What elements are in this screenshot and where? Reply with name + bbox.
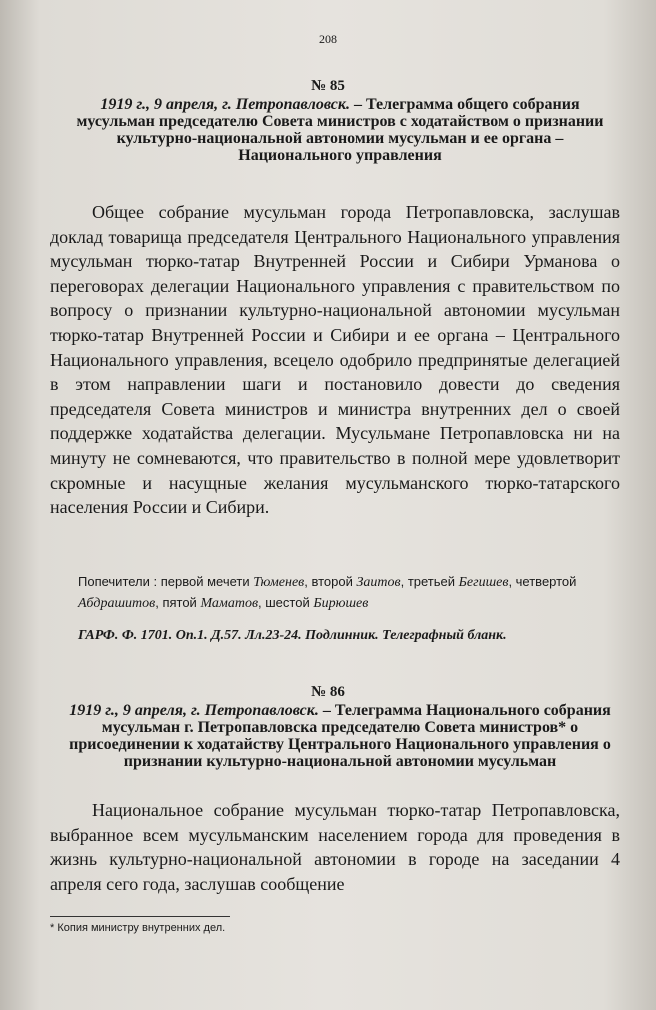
document-heading-85	[60, 96, 620, 164]
signer-4-name: Абдрашитов	[78, 596, 156, 611]
signer-1-name: Тюменев	[253, 575, 305, 590]
signer-3-name: Бегишев	[458, 575, 509, 590]
signer-4-prefix: , четвертой	[508, 574, 577, 589]
footnote: * Копия министру внутренних дел.	[50, 922, 226, 934]
heading-title-86: – Телеграмма Национального собрания мусульман г. Петропавловска председателю Совета министров* о присоединении к ходатайству Центрального Национального управления о признании культурно-национальной автономии мусульман	[69, 702, 611, 770]
document-number-86: № 86	[311, 684, 345, 700]
document-heading-86	[60, 702, 620, 770]
signer-2-name: Заитов	[356, 575, 401, 590]
signer-6-prefix: , шестой	[258, 595, 314, 610]
heading-title-85: – Телеграмма общего собрания мусульман председателю Совета министров с ходатайством о признании культурно-национальной автономии мусульман и ее органа – Национального управления	[76, 96, 604, 164]
signatories	[78, 572, 618, 614]
document-number-85: № 85	[311, 78, 345, 94]
signer-6-name: Бирюшев	[313, 596, 369, 611]
document-body-85: Общее собрание мусульман города Петропавловска, заслушав доклад товарища председателя Центрального Национального управления мусульман тюрко-татар Внутренней России и Сибири Урманова о переговорах делегации Национального управления с правительством по вопросу о признании культурно-национальной автономии мусульман тюрко-татар Внутренней России и Сибири и ее органа – Центрального Национального управления, всецело одобрило предпринятые делегацией в этом направлении шаги и постановило довести до сведения председателя Совета министров и министра внутренних дел о своей поддержке ходатайства делегации. Мусульмане Петропавловска ни на минуту не сомневаются, что правительство в полной мере удовлетворит скромные и насущные желания мусульманского тюрко-татарского населения России и Сибири.	[50, 202, 620, 518]
signer-3-prefix: , третьей	[400, 574, 459, 589]
document-body-86: Национальное собрание мусульман тюрко-татар Петропавловска, выбранное всем мусульманским населением города для проведения в жизнь культурно-национальной автономии в городе на заседании 4 апреля сего года, заслушав сообщение	[50, 800, 620, 894]
page-number: 208	[319, 32, 337, 46]
signer-2-prefix: , второй	[304, 574, 357, 589]
footnote-divider	[50, 916, 230, 917]
archive-source-85: ГАРФ. Ф. 1701. Оп.1. Д.57. Лл.23-24. Подлинник. Телеграфный бланк.	[78, 628, 507, 643]
heading-date-85: 1919 г., 9 апреля, г. Петропавловск.	[100, 96, 350, 113]
signer-1-prefix: Попечители : первой мечети	[78, 574, 254, 589]
signer-5-prefix: , пятой	[155, 595, 201, 610]
heading-date-86: 1919 г., 9 апреля, г. Петропавловск.	[69, 702, 319, 719]
signer-5-name: Маматов	[200, 596, 259, 611]
